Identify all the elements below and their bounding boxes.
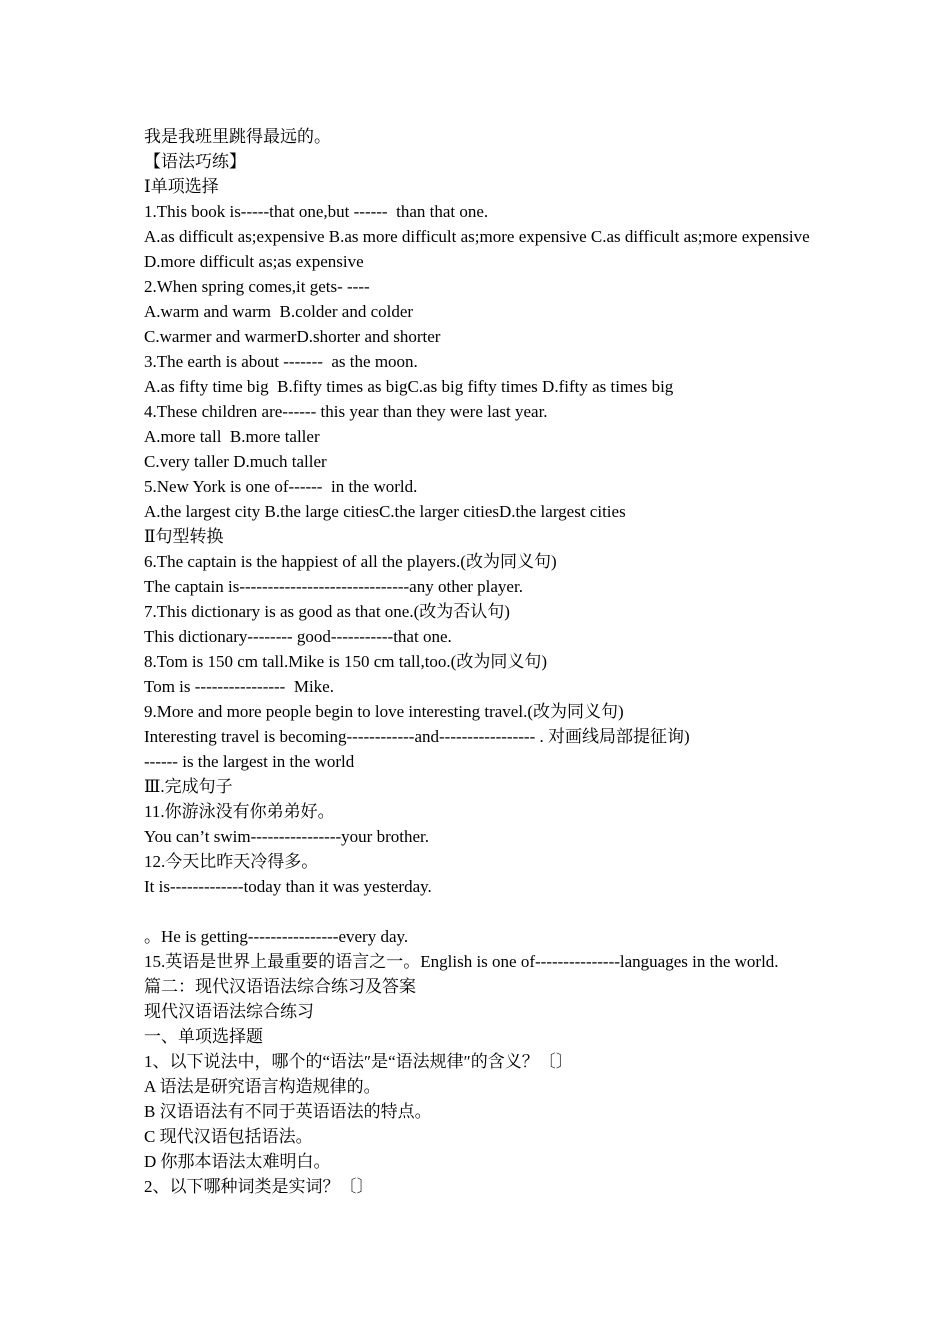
options-line: C.warmer and warmerD.shorter and shorter: [144, 327, 441, 346]
question-line: 11.你游泳没有你弟弟好。: [144, 802, 335, 821]
question-line: 6.The captain is the happiest of all the players.(改为同义句): [144, 552, 557, 571]
section-heading: Ⅱ句型转换: [144, 527, 224, 546]
answer-line: You can’t swim----------------your brother.: [144, 827, 429, 846]
section-heading: Ⅲ.完成句子: [144, 777, 233, 796]
text-line: 我是我班里跳得最远的。: [144, 127, 331, 146]
question-line: 1.This book is-----that one,but ------ than that one.: [144, 202, 489, 221]
question-line: 12.今天比昨天冷得多。: [144, 852, 319, 871]
question-line: 2、以下哪种词类是实词？〔〕: [144, 1177, 374, 1196]
answer-line: ------ is the largest in the world: [144, 752, 355, 771]
question-line: 15.英语是世界上最重要的语言之一。English is one of---------------languages in the world.: [144, 952, 779, 971]
options-line: A.more tall B.more taller: [144, 427, 320, 446]
question-line: 8.Tom is 150 cm tall.Mike is 150 cm tall,too.(改为同义句): [144, 652, 547, 671]
options-line: A.the largest city B.the large citiesC.the larger citiesD.the largest cities: [144, 502, 626, 521]
answer-line: This dictionary-------- good-----------that one.: [144, 627, 452, 646]
document-body: [144, 124, 824, 1199]
options-line: B 汉语语法有不同于英语语法的特点。: [144, 1102, 432, 1121]
section-heading: 一、单项选择题: [144, 1027, 263, 1046]
answer-line: 。He is getting----------------every day.: [144, 927, 409, 946]
options-line: A.as difficult as;expensive B.as more difficult as;more expensive C.as difficult as;more expensive D.more difficult as;as expensive: [144, 227, 819, 271]
blank-line: [144, 899, 824, 924]
section-heading: Ⅰ单项选择: [144, 177, 219, 196]
section-heading: 现代汉语语法综合练习: [144, 1002, 314, 1021]
question-line: 2.When spring comes,it gets- ----: [144, 277, 370, 296]
section-heading: 【语法巧练】: [144, 152, 246, 171]
answer-line: Interesting travel is becoming------------and----------------- . 对画线局部提征询): [144, 727, 690, 746]
answer-line: It is-------------today than it was yesterday.: [144, 877, 432, 896]
options-line: C 现代汉语包括语法。: [144, 1127, 313, 1146]
question-line: 3.The earth is about ------- as the moon.: [144, 352, 418, 371]
options-line: A.as fifty time big B.fifty times as bigC.as big fifty times D.fifty as times big: [144, 377, 674, 396]
answer-line: The captain is------------------------------any other player.: [144, 577, 523, 596]
question-line: 9.More and more people begin to love interesting travel.(改为同义句): [144, 702, 624, 721]
question-line: 7.This dictionary is as good as that one.(改为否认句): [144, 602, 510, 621]
options-line: A 语法是研究语言构造规律的。: [144, 1077, 381, 1096]
question-line: 5.New York is one of------ in the world.: [144, 477, 418, 496]
options-line: A.warm and warm B.colder and colder: [144, 302, 414, 321]
section-heading: 篇二：现代汉语语法综合练习及答案: [144, 977, 416, 996]
options-line: C.very taller D.much taller: [144, 452, 327, 471]
answer-line: Tom is ---------------- Mike.: [144, 677, 334, 696]
question-line: 1、以下说法中，哪个的“语法″是“语法规律″的含义？〔〕: [144, 1052, 573, 1071]
options-line: D 你那本语法太难明白。: [144, 1152, 331, 1171]
question-line: 4.These children are------ this year than they were last year.: [144, 402, 548, 421]
